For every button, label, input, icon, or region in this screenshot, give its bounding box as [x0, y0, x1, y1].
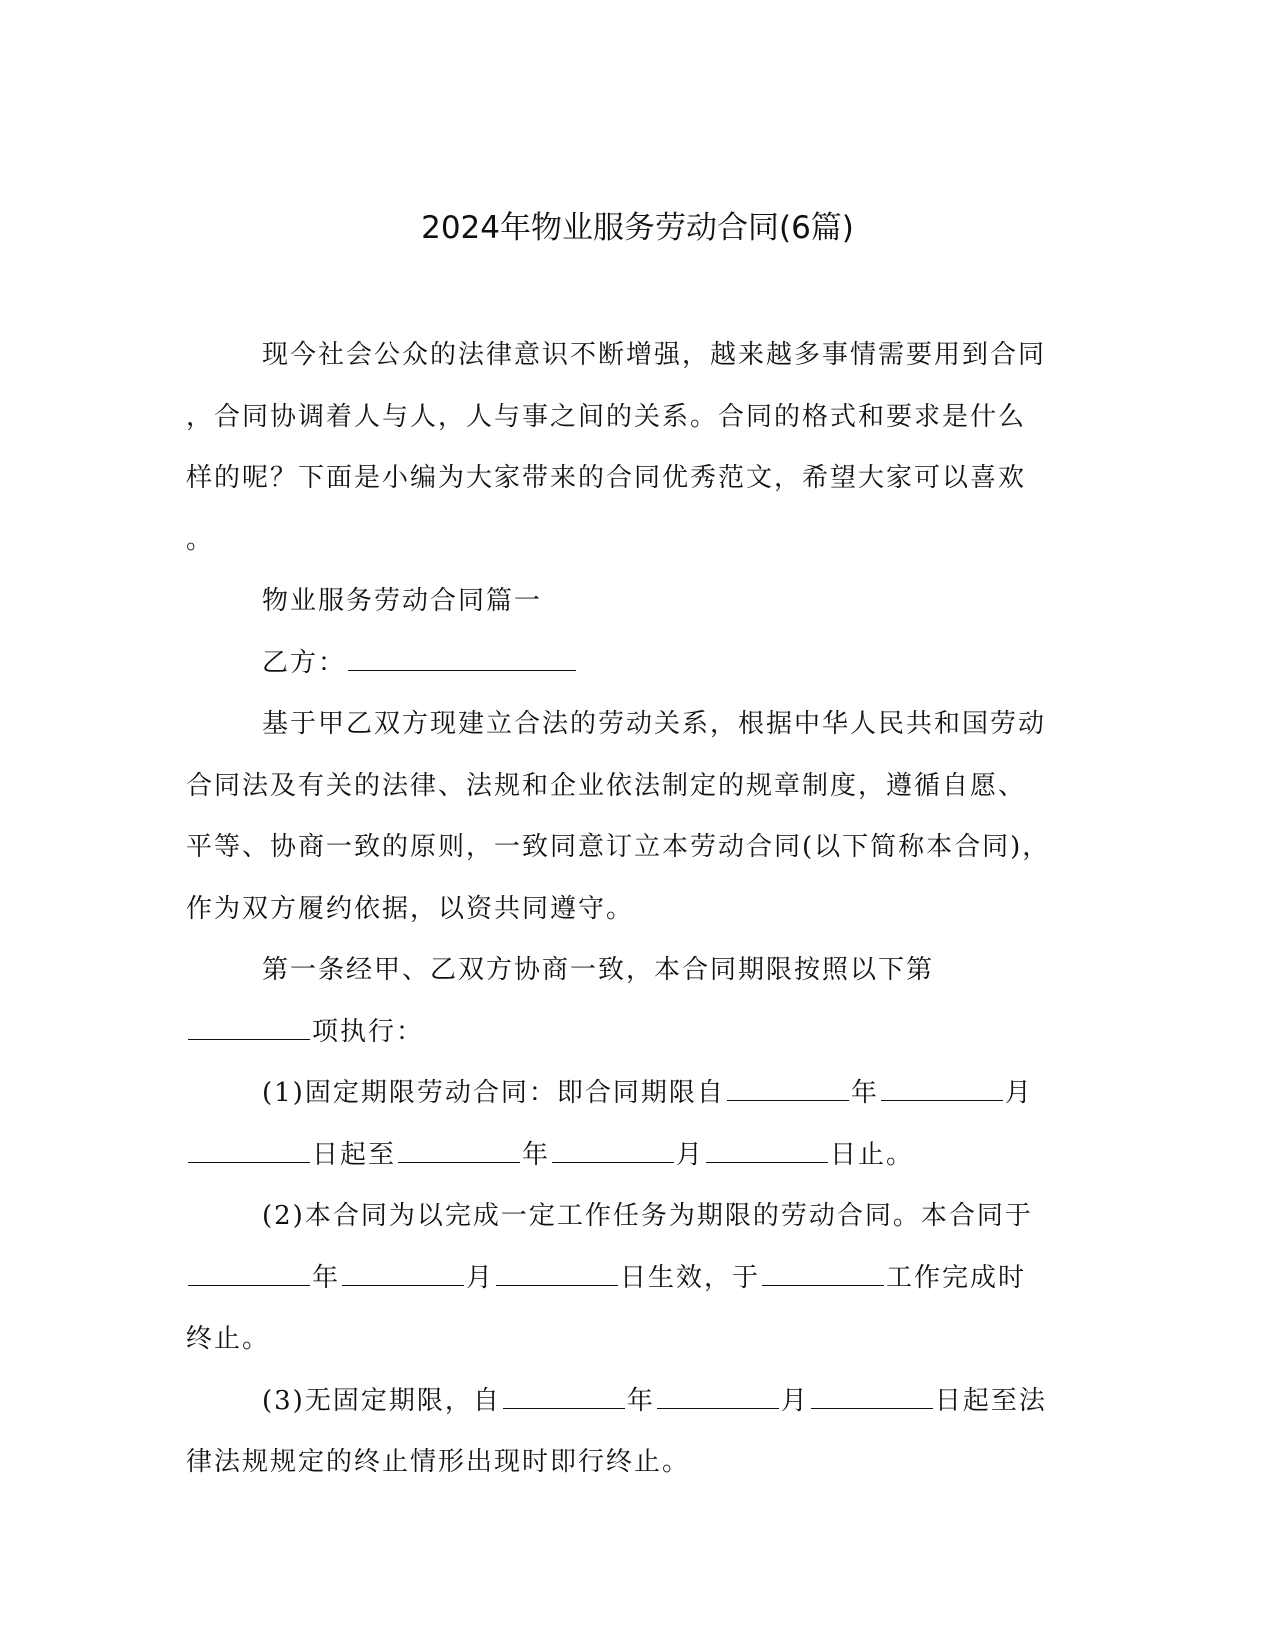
- month-label: 月: [780, 1385, 809, 1416]
- day-from-label: 日起至: [312, 1139, 397, 1170]
- start-year-blank: [727, 1074, 849, 1101]
- year-label: 年: [626, 1385, 655, 1416]
- open-year-blank: [503, 1382, 625, 1409]
- party-b-label: 乙方：: [262, 647, 347, 678]
- intro-line: 现今社会公众的法律意识不断增强，越来越多事情需要用到合同: [262, 340, 1047, 370]
- year-label: 年: [312, 1262, 341, 1293]
- end-label: 日止。: [830, 1139, 915, 1170]
- document-body: [186, 325, 1066, 1494]
- effective-year-blank: [188, 1259, 310, 1286]
- intro-line: 。: [186, 524, 215, 555]
- party-b-blank: [348, 644, 576, 671]
- basis-line: 基于甲乙双方现建立合法的劳动关系，根据中华人民共和国劳动: [262, 709, 1047, 739]
- section-heading: 物业服务劳动合同篇一: [262, 586, 543, 616]
- day-to-law-label: 日起至法: [934, 1385, 1047, 1416]
- item-3-line-2: 律法规规定的终止情形出现时即行终止。: [186, 1447, 691, 1477]
- end-year-blank: [398, 1136, 520, 1163]
- article-1-suffix: 项执行：: [312, 1016, 425, 1047]
- option-blank: [188, 1013, 310, 1040]
- item-2-line-2: [186, 1248, 1066, 1310]
- intro-line: ，合同协调着人与人，人与事之间的关系。合同的格式和要求是什么: [186, 401, 1027, 432]
- end-day-blank: [706, 1136, 828, 1163]
- item-1-line-2: [186, 1125, 1066, 1187]
- effective-month-blank: [342, 1259, 464, 1286]
- year-label: 年: [850, 1078, 879, 1108]
- month-label: 月: [1004, 1078, 1033, 1108]
- basis-line: 平等、协商一致的原则，一致同意订立本劳动合同(以下简称本合同)，: [186, 832, 1051, 862]
- basis-line: 合同法及有关的法律、法规和企业依法制定的规章制度，遵循自愿、: [186, 770, 1027, 801]
- start-day-blank: [188, 1136, 310, 1163]
- task-blank: [762, 1259, 884, 1286]
- article-1-text: 第一条经甲、乙双方协商一致，本合同期限按照以下第: [262, 955, 935, 985]
- effective-label: 日生效，于: [620, 1262, 761, 1293]
- month-label: 月: [676, 1139, 705, 1170]
- item-2-line-3: 终止。: [186, 1324, 271, 1354]
- article-1: [186, 940, 1066, 1063]
- item-3-line-1: [186, 1371, 1066, 1433]
- basis-paragraph: [186, 694, 1066, 940]
- completion-label: 工作完成时: [886, 1262, 1027, 1293]
- intro-line: 样的呢？下面是小编为大家带来的合同优秀范文，希望大家可以喜欢: [186, 463, 1027, 493]
- item-1-prefix: (1)固定期限劳动合同：即合同期限自: [262, 1078, 725, 1108]
- open-day-blank: [811, 1382, 933, 1409]
- month-label: 月: [466, 1262, 495, 1293]
- start-month-blank: [881, 1074, 1003, 1101]
- document-title: 2024年物业服务劳动合同(6篇): [421, 210, 854, 246]
- item-1-line-1: [186, 1063, 1066, 1125]
- year-label: 年: [522, 1139, 551, 1170]
- item-3: [186, 1371, 1066, 1494]
- basis-line: 作为双方履约依据，以资共同遵守。: [186, 893, 635, 924]
- item-2: [186, 1186, 1066, 1371]
- item-3-prefix: (3)无固定期限，自: [262, 1385, 501, 1416]
- open-month-blank: [657, 1382, 779, 1409]
- item-2-line-1: (2)本合同为以完成一定工作任务为期限的劳动合同。本合同于: [262, 1201, 1033, 1231]
- intro-paragraph: [186, 325, 1066, 571]
- article-1-option-line: [186, 1002, 1066, 1064]
- item-1: [186, 1063, 1066, 1186]
- effective-day-blank: [496, 1259, 618, 1286]
- end-month-blank: [552, 1136, 674, 1163]
- party-b-line: [186, 633, 1066, 695]
